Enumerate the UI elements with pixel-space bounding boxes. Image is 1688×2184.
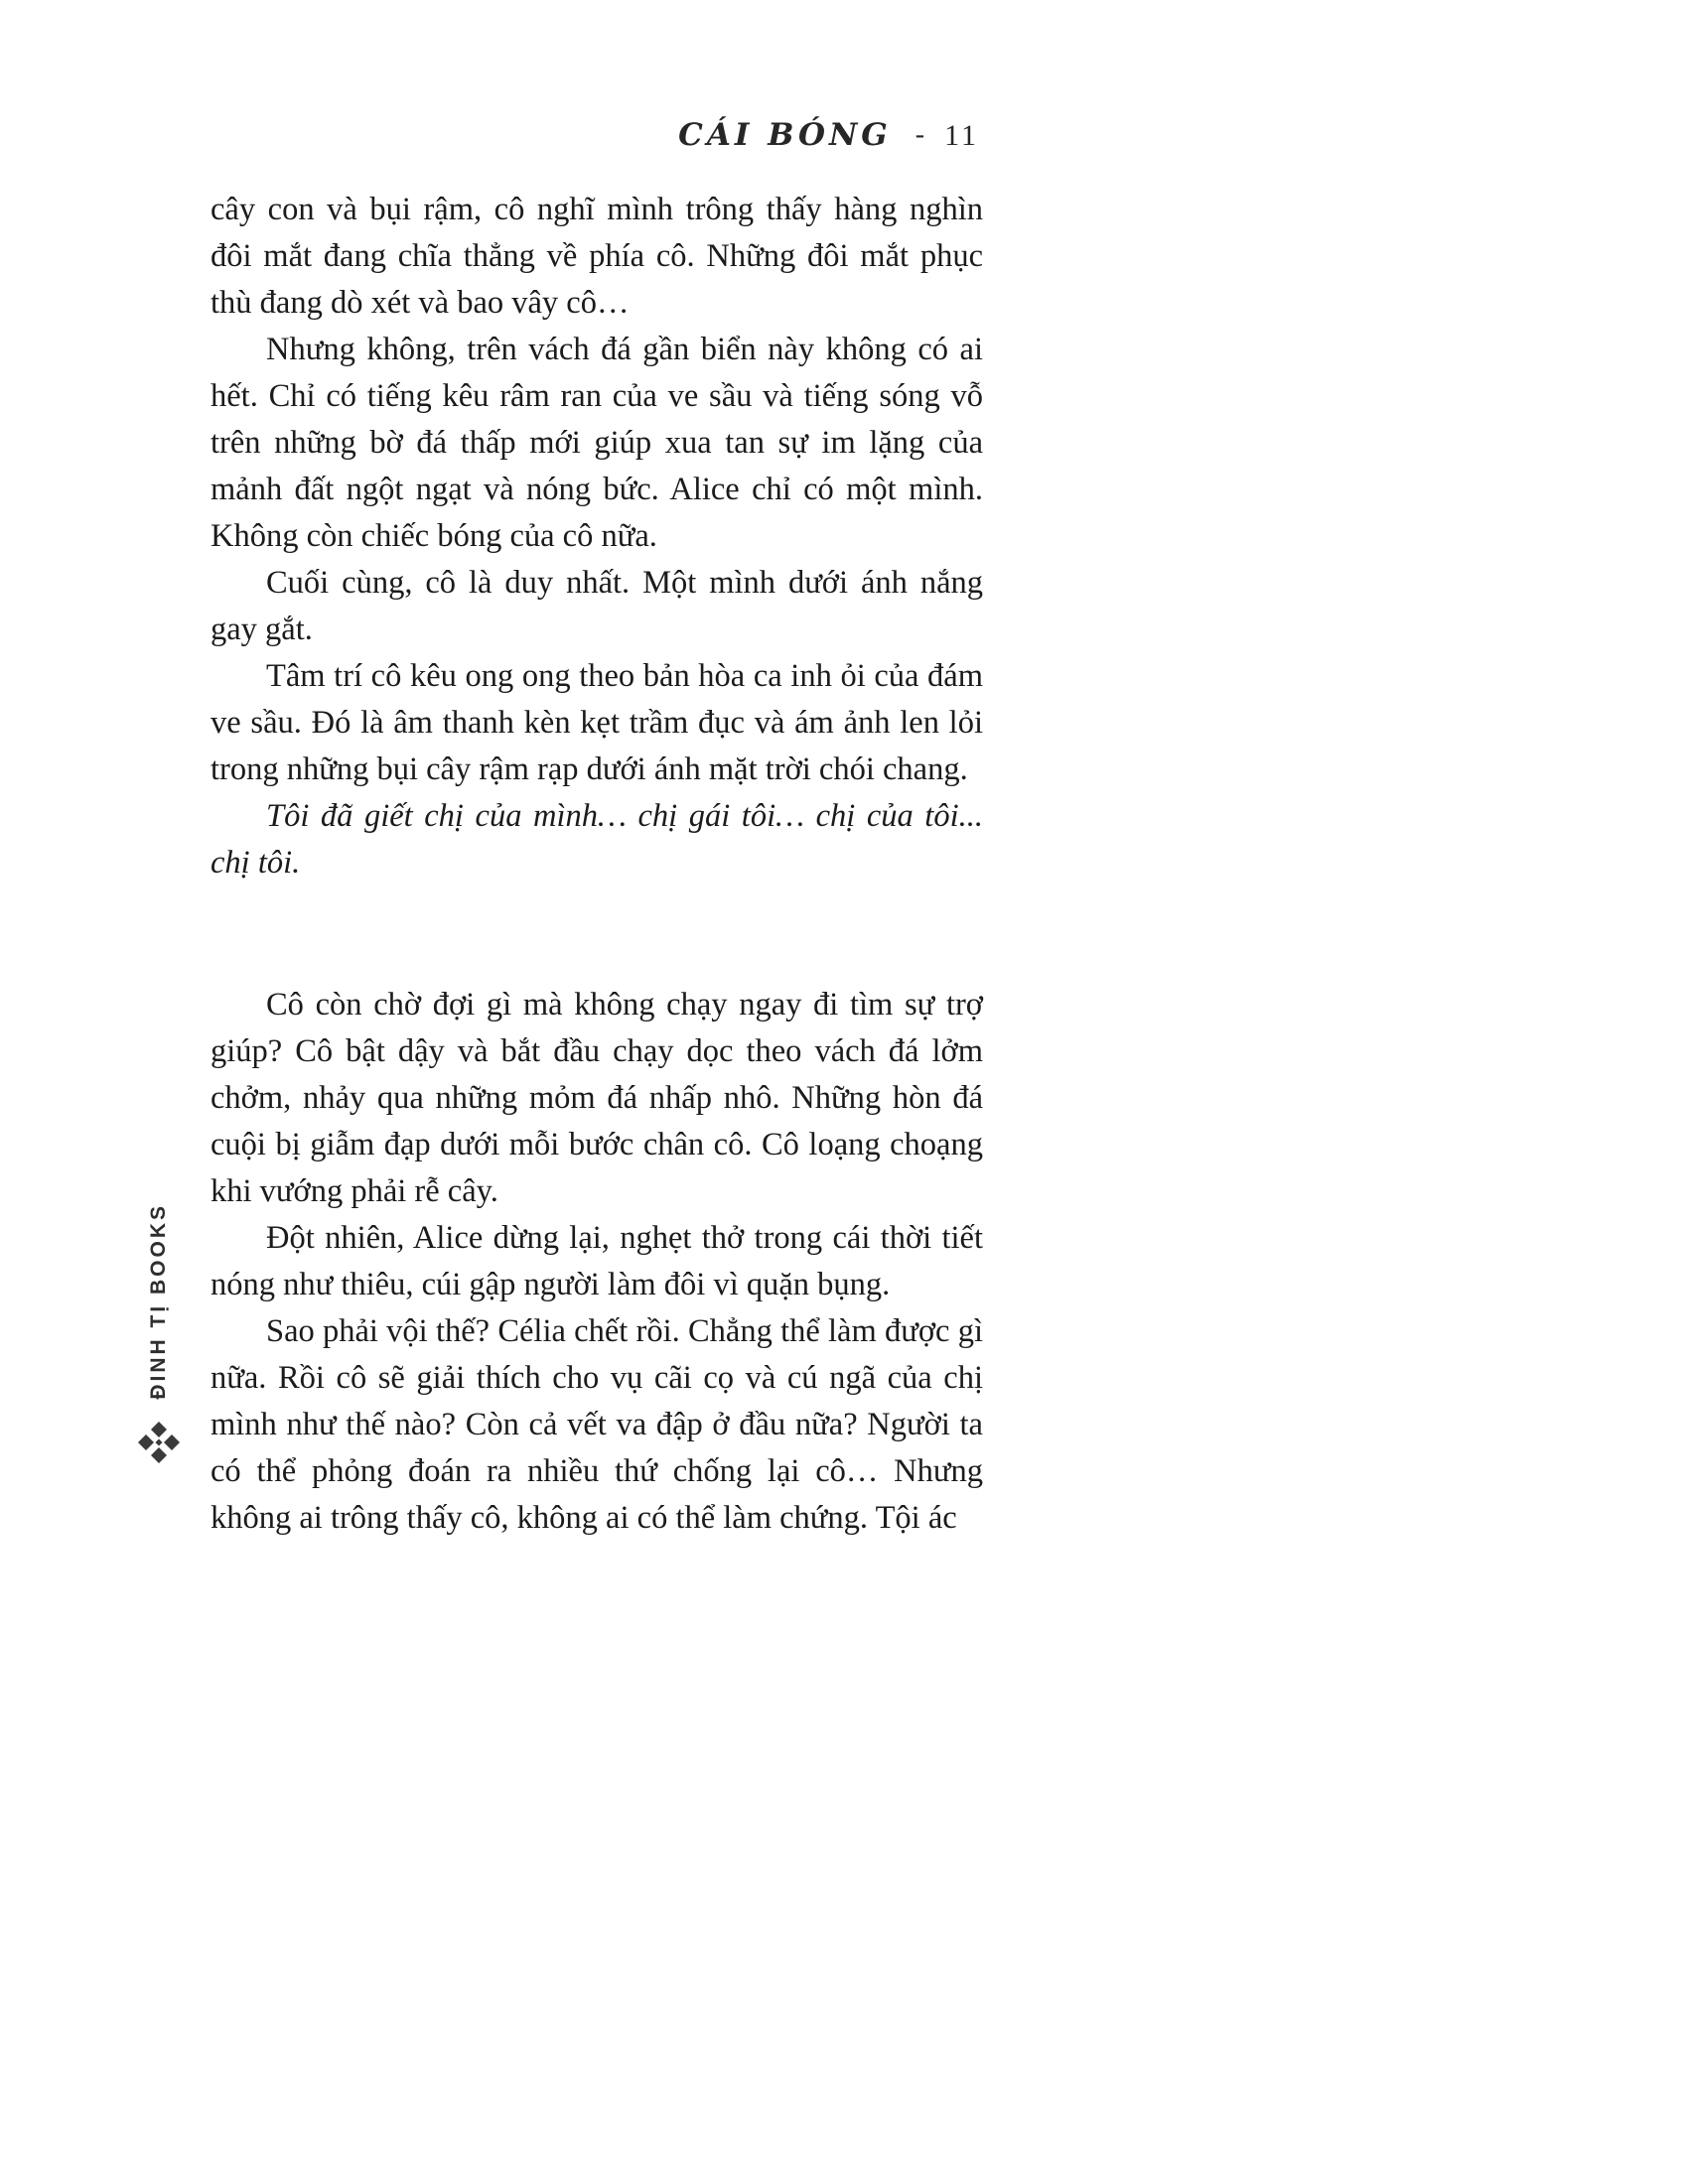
- running-title: CÁI BÓNG: [678, 117, 892, 153]
- paragraph: Cuối cùng, cô là duy nhất. Một mình dưới ánh nắng gay gắt.: [211, 565, 983, 647]
- text-block: [211, 117, 983, 1542]
- page-number: 11: [944, 119, 979, 152]
- header-separator: -: [914, 119, 925, 150]
- paragraph: Tâm trí cô kêu ong ong theo bản hòa ca inh ỏi của đám ve sầu. Đó là âm thanh kèn kẹt trầm đục và ám ảnh len lỏi trong những bụi cây rậm rạp dưới ánh mặt trời chói chang.: [211, 658, 983, 787]
- running-header: [211, 117, 983, 153]
- paragraph: cây con và bụi rậm, cô nghĩ mình trông thấy hàng nghìn đôi mắt đang chĩa thẳng về phía cô. Những đôi mắt phục thù đang dò xét và bao vây cô…: [211, 192, 983, 321]
- paragraph: Nhưng không, trên vách đá gần biển này không có ai hết. Chỉ có tiếng kêu râm ran của ve sầu và tiếng sóng vỗ trên những bờ đá thấp mới giúp xua tan sự im lặng của mảnh đất ngột ngạt và nóng bức. Alice chỉ có một mình. Không còn chiếc bóng của cô nữa.: [211, 332, 983, 554]
- paragraph: Đột nhiên, Alice dừng lại, nghẹt thở trong cái thời tiết nóng như thiêu, cúi gập người làm đôi vì quặn bụng.: [211, 1220, 983, 1302]
- diamond-pinwheel-icon: [136, 1420, 182, 1465]
- paragraph-inner-monologue: Tôi đã giết chị của mình… chị gái tôi… chị của tôi... chị tôi.: [211, 798, 983, 881]
- paragraph: Sao phải vội thế? Célia chết rồi. Chẳng thể làm được gì nữa. Rồi cô sẽ giải thích cho vụ cãi cọ và cú ngã của chị mình như thế nào? Còn cả vết va đập ở đầu nữa? Người ta có thể phỏng đoán ra nhiều thứ chống lại cô… Nhưng không ai trông thấy cô, không ai có thể làm chứng. Tội ác: [211, 1313, 983, 1536]
- publisher-sidebar: [131, 1203, 187, 1465]
- paragraph: Cô còn chờ đợi gì mà không chạy ngay đi tìm sự trợ giúp? Cô bật dậy và bắt đầu chạy dọc theo vách đá lởm chởm, nhảy qua những mỏm đá nhấp nhô. Những hòn đá cuội bị giẫm đạp dưới mỗi bước chân cô. Cô loạng choạng khi vướng phải rễ cây.: [211, 987, 983, 1209]
- publisher-name: ĐINH TỊ BOOKS: [147, 1203, 170, 1400]
